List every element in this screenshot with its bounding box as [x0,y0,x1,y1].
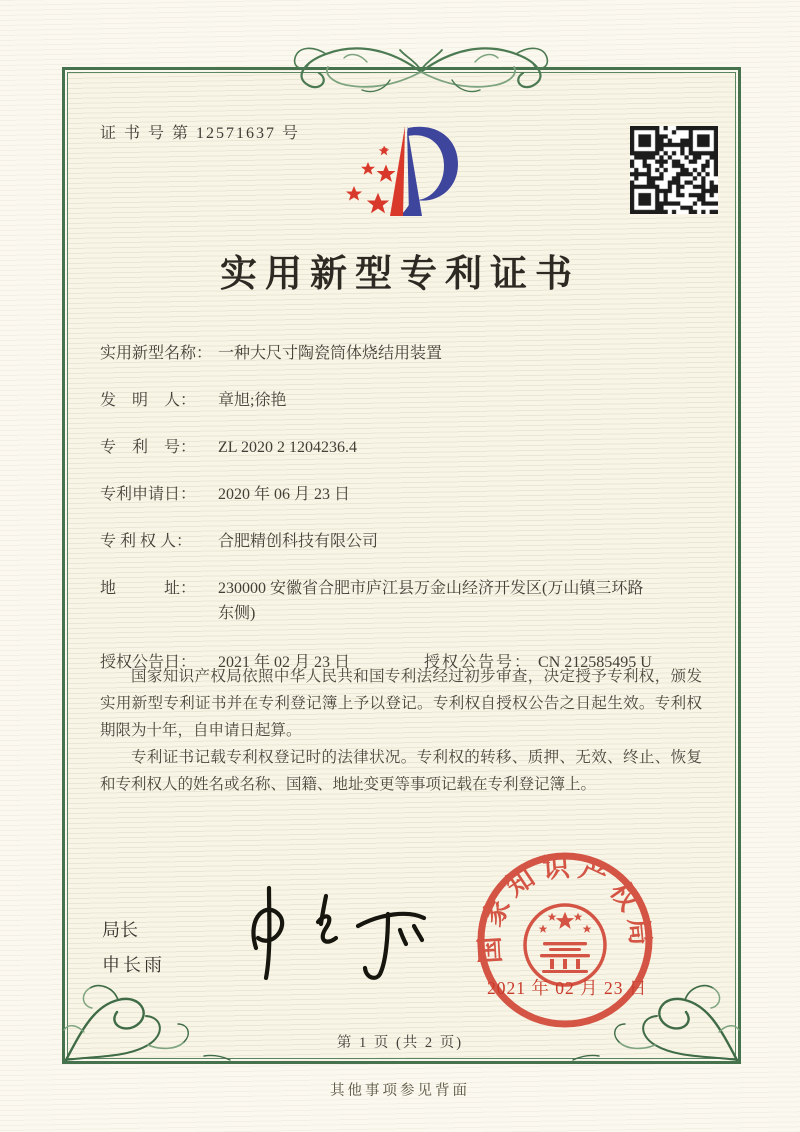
seal-ring-text: 国家知识产权局 [474,851,657,965]
field-address [100,576,660,626]
back-side-note: 其他事项参见背面 [330,1083,470,1099]
commissioner-title: 局长 [102,920,138,940]
certificate-number: 证 书 号 第 12571637 号 [100,125,301,142]
field-label: 实用新型名称： [100,345,213,362]
field-value: CN 212585495 U [538,654,652,671]
legal-text [100,663,702,798]
legal-paragraph-1: 国家知识产权局依照中华人民共和国专利法经过初步审查，决定授予专利权，颁发实用新型专利证书并在专利登记簿上予以登记。专利权自授权公告之日起生效。专利权期限为十年，自申请日起算。 [100,668,702,739]
official-seal-icon [470,845,660,1035]
field-value: 一种大尺寸陶瓷筒体烧结用装置 [218,345,443,362]
field-label: 专 利 号： [100,439,197,456]
field-value: 章旭;徐艳 [218,392,287,409]
field-label: 发 明 人： [100,392,197,409]
field-label: 授权公告日： [100,654,197,671]
top-garland-ornament-icon [262,32,580,110]
field-label: 授权公告号： [424,654,533,671]
svg-text:国家知识产权局 [474,851,656,964]
certificate-title: 实用新型专利证书 [220,254,580,295]
national-emblem [525,905,605,985]
field-value: 230000 安徽省合肥市庐江县万金山经济开发区(万山镇三环路东侧) [218,580,644,622]
handwritten-signature-icon [222,878,437,988]
field-patent-number [100,435,660,460]
field-value: ZL 2020 2 1204236.4 [218,439,357,456]
cnipa-logo-icon [334,112,486,230]
field-application-date [100,482,660,507]
qr-code [630,126,718,214]
field-utility-model-name [100,341,660,366]
field-value: 2021 年 02 月 23 日 [218,654,351,671]
legal-paragraph-2: 专利证书记载专利权登记时的法律状况。专利权的转移、质押、无效、终止、恢复和专利权人的姓名或名称、国籍、地址变更等事项记载在专利登记簿上。 [100,749,702,793]
seal-date: 2021 年 02 月 23 日 [487,978,648,998]
field-inventor [100,388,660,413]
certificate-fields [100,341,660,675]
page-number: 第 1 页 (共 2 页) [336,1035,464,1051]
field-label: 地 址： [100,580,197,597]
field-value: 合肥精创科技有限公司 [218,533,379,550]
field-value: 2020 年 06 月 23 日 [218,486,351,503]
commissioner-name: 申长雨 [102,955,165,975]
field-patentee [100,529,660,554]
field-label: 专 利 权 人： [100,533,193,550]
field-label: 专利申请日： [100,486,197,503]
